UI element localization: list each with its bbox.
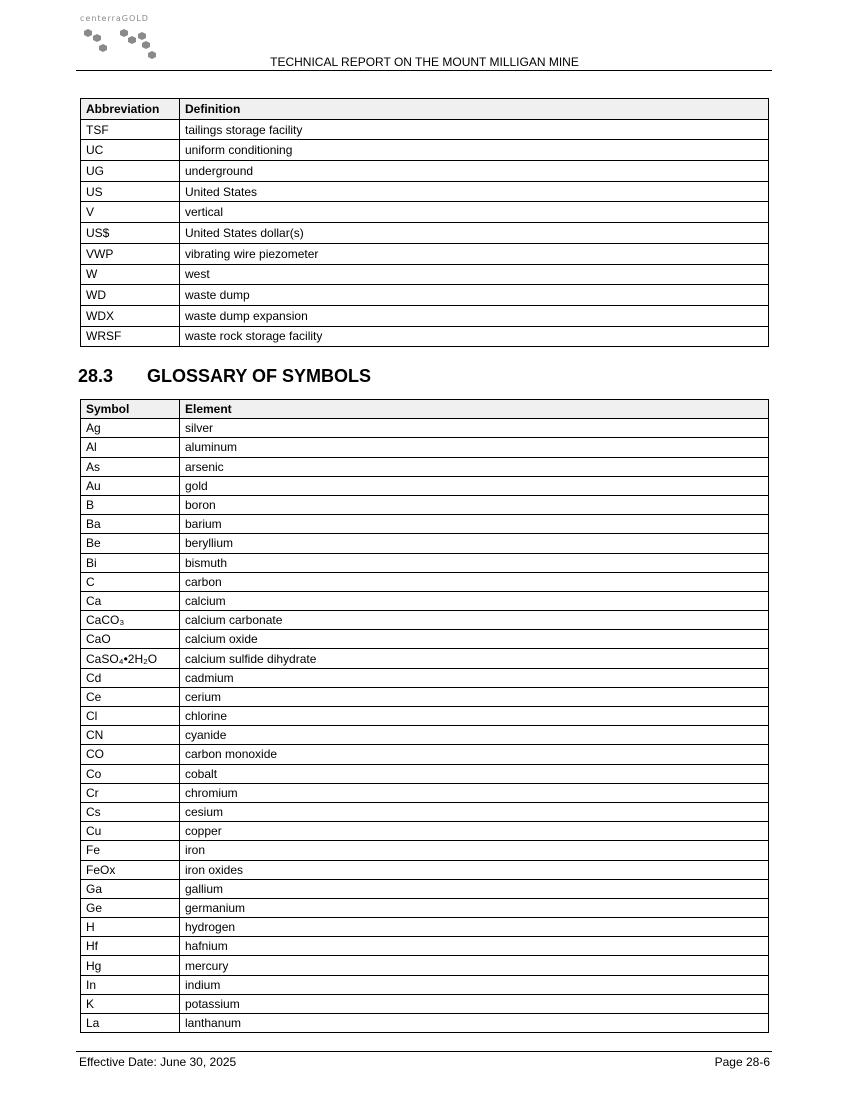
- table-row: [81, 419, 769, 438]
- table-cell-value: hydrogen: [180, 918, 769, 937]
- table-cell-value: mercury: [180, 956, 769, 975]
- table-cell-value: gold: [180, 476, 769, 495]
- table-row: [81, 515, 769, 534]
- table-cell-key: Cs: [81, 802, 180, 821]
- table-cell-key: In: [81, 975, 180, 994]
- table-cell-value: lanthanum: [180, 1014, 769, 1033]
- table-cell-value: potassium: [180, 994, 769, 1013]
- table-row: [81, 879, 769, 898]
- table-cell-key: Au: [81, 476, 180, 495]
- table-cell-value: carbon: [180, 572, 769, 591]
- table-cell-value: United States dollar(s): [180, 223, 769, 244]
- table-cell-key: UC: [81, 140, 180, 161]
- table-row: [81, 649, 769, 668]
- table-cell-key: VWP: [81, 243, 180, 264]
- table-cell-key: Cr: [81, 783, 180, 802]
- symbols-table: [80, 399, 769, 1033]
- table-row: [81, 572, 769, 591]
- table-cell-value: bismuth: [180, 553, 769, 572]
- table-cell-key: Cl: [81, 707, 180, 726]
- table-cell-key: WRSF: [81, 326, 180, 347]
- table-cell-value: tailings storage facility: [180, 119, 769, 140]
- table-cell-key: C: [81, 572, 180, 591]
- table-cell-value: chlorine: [180, 707, 769, 726]
- table-cell-value: hafnium: [180, 937, 769, 956]
- table-cell-value: calcium sulfide dihydrate: [180, 649, 769, 668]
- table-cell-value: calcium carbonate: [180, 611, 769, 630]
- table-row: [81, 326, 769, 347]
- table-row: [81, 860, 769, 879]
- table-cell-value: boron: [180, 495, 769, 514]
- table-cell-value: underground: [180, 161, 769, 182]
- table-row: [81, 243, 769, 264]
- table-cell-key: CaCO₃: [81, 611, 180, 630]
- table-cell-key: CN: [81, 726, 180, 745]
- table-cell-key: K: [81, 994, 180, 1013]
- page-number: Page 28-6: [714, 1055, 770, 1069]
- table-row: [81, 119, 769, 140]
- table-cell-key: Ce: [81, 687, 180, 706]
- table-row: [81, 822, 769, 841]
- table-row: [81, 1014, 769, 1033]
- table-cell-value: west: [180, 264, 769, 285]
- table-cell-value: chromium: [180, 783, 769, 802]
- table-row: [81, 975, 769, 994]
- footer-divider: [76, 1051, 772, 1052]
- table-cell-key: H: [81, 918, 180, 937]
- table-cell-key: Co: [81, 764, 180, 783]
- table-row: [81, 591, 769, 610]
- table-row: [81, 707, 769, 726]
- column-header: Element: [180, 400, 769, 419]
- table-cell-key: B: [81, 495, 180, 514]
- table-cell-value: gallium: [180, 879, 769, 898]
- table-cell-value: arsenic: [180, 457, 769, 476]
- table-cell-value: vibrating wire piezometer: [180, 243, 769, 264]
- section-title: GLOSSARY OF SYMBOLS: [147, 366, 372, 386]
- table-cell-key: US: [81, 181, 180, 202]
- table-row: [81, 534, 769, 553]
- table-row: [81, 476, 769, 495]
- table-row: [81, 140, 769, 161]
- table-row: [81, 630, 769, 649]
- table-cell-key: La: [81, 1014, 180, 1033]
- table-cell-key: CaSO₄•2H₂O: [81, 649, 180, 668]
- table-cell-value: iron: [180, 841, 769, 860]
- table-row: [81, 898, 769, 917]
- table-cell-key: Be: [81, 534, 180, 553]
- table-row: [81, 994, 769, 1013]
- table-cell-value: cyanide: [180, 726, 769, 745]
- table-cell-value: indium: [180, 975, 769, 994]
- table-cell-key: Ca: [81, 591, 180, 610]
- table-cell-key: FeOx: [81, 860, 180, 879]
- table-header-row: [81, 99, 769, 120]
- column-header: Abbreviation: [81, 99, 180, 120]
- table-cell-value: waste dump: [180, 285, 769, 306]
- table-row: [81, 726, 769, 745]
- table-cell-key: Fe: [81, 841, 180, 860]
- column-header: Definition: [180, 99, 769, 120]
- table-cell-key: UG: [81, 161, 180, 182]
- column-header: Symbol: [81, 400, 180, 419]
- table-row: [81, 202, 769, 223]
- section-heading: [78, 366, 371, 387]
- table-row: [81, 438, 769, 457]
- table-row: [81, 553, 769, 572]
- section-number: 28.3: [78, 366, 114, 386]
- table-cell-value: carbon monoxide: [180, 745, 769, 764]
- table-cell-key: Bi: [81, 553, 180, 572]
- table-cell-value: waste dump expansion: [180, 305, 769, 326]
- table-cell-key: Cd: [81, 668, 180, 687]
- table-cell-value: calcium: [180, 591, 769, 610]
- abbreviations-table: [80, 98, 769, 347]
- table-row: [81, 668, 769, 687]
- logo-wordmark: centerraGOLD: [80, 14, 149, 23]
- table-cell-key: Ba: [81, 515, 180, 534]
- table-cell-value: silver: [180, 419, 769, 438]
- table-cell-value: waste rock storage facility: [180, 326, 769, 347]
- table-cell-key: Cu: [81, 822, 180, 841]
- table-row: [81, 841, 769, 860]
- table-row: [81, 264, 769, 285]
- table-row: [81, 223, 769, 244]
- table-cell-key: Ge: [81, 898, 180, 917]
- table-row: [81, 457, 769, 476]
- table-row: [81, 687, 769, 706]
- table-cell-value: copper: [180, 822, 769, 841]
- table-cell-value: aluminum: [180, 438, 769, 457]
- table-cell-key: Al: [81, 438, 180, 457]
- table-cell-key: Ag: [81, 419, 180, 438]
- table-row: [81, 764, 769, 783]
- table-cell-key: Hg: [81, 956, 180, 975]
- table-cell-value: cadmium: [180, 668, 769, 687]
- table-cell-key: CO: [81, 745, 180, 764]
- table-cell-key: CaO: [81, 630, 180, 649]
- table-cell-key: V: [81, 202, 180, 223]
- table-cell-value: calcium oxide: [180, 630, 769, 649]
- table-row: [81, 918, 769, 937]
- table-row: [81, 956, 769, 975]
- table-cell-key: Hf: [81, 937, 180, 956]
- table-row: [81, 611, 769, 630]
- table-row: [81, 285, 769, 306]
- header-divider: [76, 70, 772, 71]
- table-cell-value: iron oxides: [180, 860, 769, 879]
- effective-date: Effective Date: June 30, 2025: [79, 1055, 237, 1069]
- table-row: [81, 305, 769, 326]
- table-row: [81, 937, 769, 956]
- table-cell-value: cobalt: [180, 764, 769, 783]
- table-cell-value: cerium: [180, 687, 769, 706]
- table-cell-value: germanium: [180, 898, 769, 917]
- table-cell-value: vertical: [180, 202, 769, 223]
- table-cell-value: barium: [180, 515, 769, 534]
- table-row: [81, 802, 769, 821]
- table-cell-key: W: [81, 264, 180, 285]
- table-cell-value: beryllium: [180, 534, 769, 553]
- report-title: TECHNICAL REPORT ON THE MOUNT MILLIGAN MINE: [270, 55, 579, 69]
- table-row: [81, 181, 769, 202]
- table-row: [81, 783, 769, 802]
- table-cell-value: cesium: [180, 802, 769, 821]
- table-cell-key: As: [81, 457, 180, 476]
- table-header-row: [81, 400, 769, 419]
- table-cell-key: US$: [81, 223, 180, 244]
- table-cell-key: WD: [81, 285, 180, 306]
- table-row: [81, 495, 769, 514]
- table-cell-value: United States: [180, 181, 769, 202]
- table-row: [81, 745, 769, 764]
- table-row: [81, 161, 769, 182]
- table-cell-key: TSF: [81, 119, 180, 140]
- table-cell-key: Ga: [81, 879, 180, 898]
- table-cell-value: uniform conditioning: [180, 140, 769, 161]
- table-cell-key: WDX: [81, 305, 180, 326]
